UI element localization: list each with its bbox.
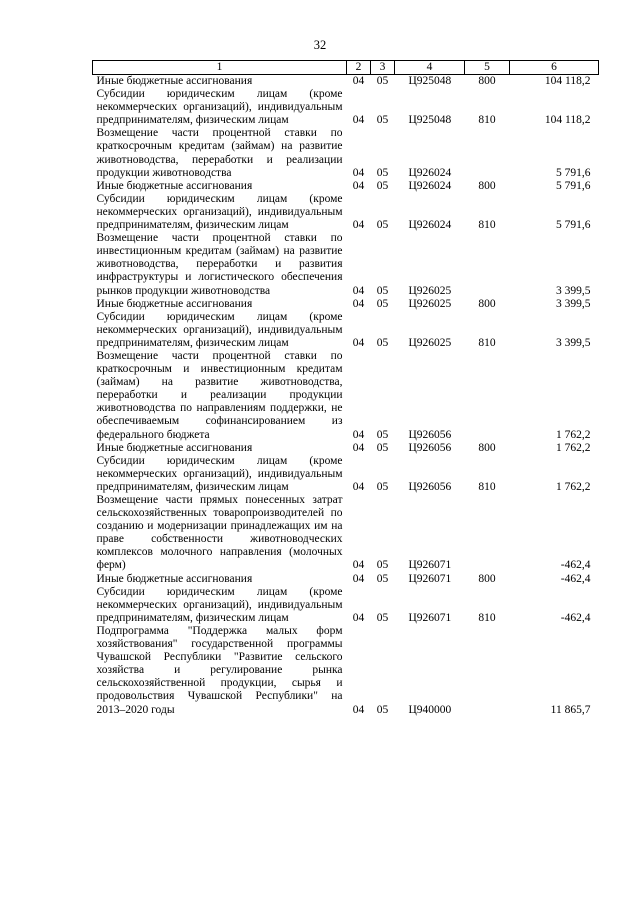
row-amount: -462,4 (560, 572, 591, 585)
row-subsection: 05 (376, 611, 389, 624)
row-target-article: Ц926071 (408, 611, 452, 624)
row-section: 04 (352, 611, 365, 624)
row-name: Возмещение части процентной ставки по краткосрочным и инвестиционным кредитам (займам) на развитие животноводства, переработки и реализации продукции животноводства по направлениям поддержки, не обеспечиваемым софинансированием из федерального бюджета (96, 349, 343, 441)
row-amount: 11 865,7 (550, 703, 591, 716)
table-row (93, 193, 599, 232)
row-amount: -462,4 (560, 611, 591, 624)
table-row (93, 232, 599, 297)
row-target-article: Ц925048 (408, 75, 452, 87)
table-row (93, 75, 599, 89)
header-col-subsection: 3 (371, 61, 395, 75)
row-section: 04 (352, 572, 365, 585)
row-amount: 104 118,2 (544, 114, 591, 127)
row-target-article: Ц940000 (408, 703, 452, 716)
row-target-article: Ц926024 (408, 166, 452, 179)
row-name: Субсидии юридическим лицам (кроме некоммерческих организаций), индивидуальным предпринимателям, физическим лицам (96, 310, 343, 349)
budget-table (92, 60, 599, 717)
row-amount: 1 762,2 (556, 441, 591, 454)
row-subsection: 05 (376, 166, 389, 179)
row-expense-type (465, 494, 510, 573)
header-col-name: 1 (93, 61, 347, 75)
row-amount: 3 399,5 (556, 284, 591, 297)
table-row (93, 180, 599, 193)
row-expense-type (465, 350, 510, 442)
row-name: Возмещение части процентной ставки по краткосрочным кредитам (займам) на развитие животноводства, переработки и реализации продукции животноводства (96, 127, 343, 179)
row-expense-type: 810 (478, 336, 496, 349)
table-row (93, 127, 599, 179)
row-section: 04 (352, 114, 365, 127)
row-amount: 5 791,6 (556, 219, 591, 232)
row-subsection: 05 (376, 75, 389, 87)
header-col-amount: 6 (510, 61, 599, 75)
row-expense-type: 810 (478, 114, 496, 127)
row-section: 04 (352, 336, 365, 349)
row-name: Субсидии юридическим лицам (кроме некоммерческих организаций), индивидуальным предпринимателям, физическим лицам (96, 192, 343, 232)
row-target-article: Ц926025 (408, 284, 452, 297)
row-subsection: 05 (376, 572, 389, 585)
table-row (93, 298, 599, 311)
row-subsection: 05 (376, 297, 389, 310)
row-amount: 1 762,2 (556, 480, 591, 493)
row-section: 04 (352, 559, 365, 572)
row-section: 04 (352, 284, 365, 297)
row-expense-type: 800 (478, 572, 496, 585)
row-section: 04 (352, 480, 365, 493)
row-name: Возмещение части прямых понесенных затрат сельскохозяйственных товаропроизводителей по созданию и модернизации принадлежащих им на праве собственности животноводческих комплексов молочного направления (молочных ферм) (96, 494, 343, 572)
row-name: Субсидии юридическим лицам (кроме некоммерческих организаций), индивидуальным предпринимателям, физическим лицам (96, 454, 343, 493)
row-expense-type: 810 (478, 219, 496, 232)
row-expense-type (465, 625, 510, 717)
row-subsection: 05 (376, 336, 389, 349)
row-expense-type: 800 (478, 75, 496, 87)
row-expense-type: 800 (478, 179, 496, 192)
row-target-article: Ц926071 (408, 559, 452, 572)
row-target-article: Ц926056 (408, 441, 452, 454)
row-subsection: 05 (376, 441, 389, 454)
row-expense-type: 810 (478, 611, 496, 624)
row-target-article: Ц926071 (408, 572, 452, 585)
table-row (93, 311, 599, 350)
row-amount: 3 399,5 (556, 297, 591, 310)
row-expense-type (465, 232, 510, 297)
header-col-section: 2 (347, 61, 371, 75)
row-amount: 1 762,2 (556, 428, 591, 441)
row-amount: -462,4 (560, 559, 591, 572)
table-row (93, 625, 599, 717)
table-row (93, 573, 599, 586)
row-target-article: Ц926024 (408, 219, 452, 232)
row-section: 04 (352, 166, 365, 179)
row-subsection: 05 (376, 703, 389, 716)
row-target-article: Ц926025 (408, 336, 452, 349)
table-row (93, 88, 599, 127)
row-section: 04 (352, 179, 365, 192)
row-subsection: 05 (376, 284, 389, 297)
row-expense-type: 810 (478, 480, 496, 493)
row-name: Подпрограмма "Поддержка малых форм хозяйствования" государственной программы Чувашской Республики "Развитие сельского хозяйства и регулирование рынка сельскохозяйственной продукции, сырья и продовольствия Чувашской Республики" на 2013–2020 годы (96, 624, 343, 716)
row-subsection: 05 (376, 179, 389, 192)
row-name: Иные бюджетные ассигнования (96, 297, 253, 310)
row-section: 04 (352, 703, 365, 716)
page-number: 32 (313, 38, 327, 52)
row-subsection: 05 (376, 114, 389, 127)
header-col-target-article: 4 (395, 61, 465, 75)
row-name: Возмещение части процентной ставки по инвестиционным кредитам (займам) на развитие животноводства, переработки и развития инфраструктуры и логистического обеспечения рынков продукции животноводства (96, 232, 343, 297)
row-name: Иные бюджетные ассигнования (96, 572, 253, 585)
table-row (93, 350, 599, 442)
row-target-article: Ц926025 (408, 297, 452, 310)
row-section: 04 (352, 75, 365, 87)
row-name: Иные бюджетные ассигнования (96, 75, 253, 87)
row-target-article: Ц925048 (408, 114, 452, 127)
row-amount: 3 399,5 (556, 336, 591, 349)
row-section: 04 (352, 428, 365, 441)
row-target-article: Ц926056 (408, 428, 452, 441)
row-section: 04 (352, 441, 365, 454)
row-name: Иные бюджетные ассигнования (96, 179, 253, 192)
header-col-expense-type: 5 (465, 61, 510, 75)
row-amount: 5 791,6 (556, 179, 591, 192)
row-subsection: 05 (376, 480, 389, 493)
row-subsection: 05 (376, 559, 389, 572)
row-name: Иные бюджетные ассигнования (96, 441, 253, 454)
row-target-article: Ц926024 (408, 179, 452, 192)
row-subsection: 05 (376, 428, 389, 441)
row-name: Субсидии юридическим лицам (кроме некоммерческих организаций), индивидуальным предпринимателям, физическим лицам (96, 585, 343, 624)
table-row (93, 442, 599, 455)
row-section: 04 (352, 219, 365, 232)
row-expense-type (465, 127, 510, 179)
table-row (93, 586, 599, 625)
row-subsection: 05 (376, 219, 389, 232)
table-header (93, 61, 599, 75)
row-amount: 5 791,6 (556, 166, 591, 179)
table-body (93, 75, 599, 717)
row-section: 04 (352, 297, 365, 310)
table-row (93, 494, 599, 573)
row-expense-type: 800 (478, 441, 496, 454)
row-amount: 104 118,2 (544, 75, 591, 87)
row-expense-type: 800 (478, 297, 496, 310)
row-name: Субсидии юридическим лицам (кроме некоммерческих организаций), индивидуальным предпринимателям, физическим лицам (96, 88, 343, 127)
table-row (93, 455, 599, 494)
row-target-article: Ц926056 (408, 480, 452, 493)
